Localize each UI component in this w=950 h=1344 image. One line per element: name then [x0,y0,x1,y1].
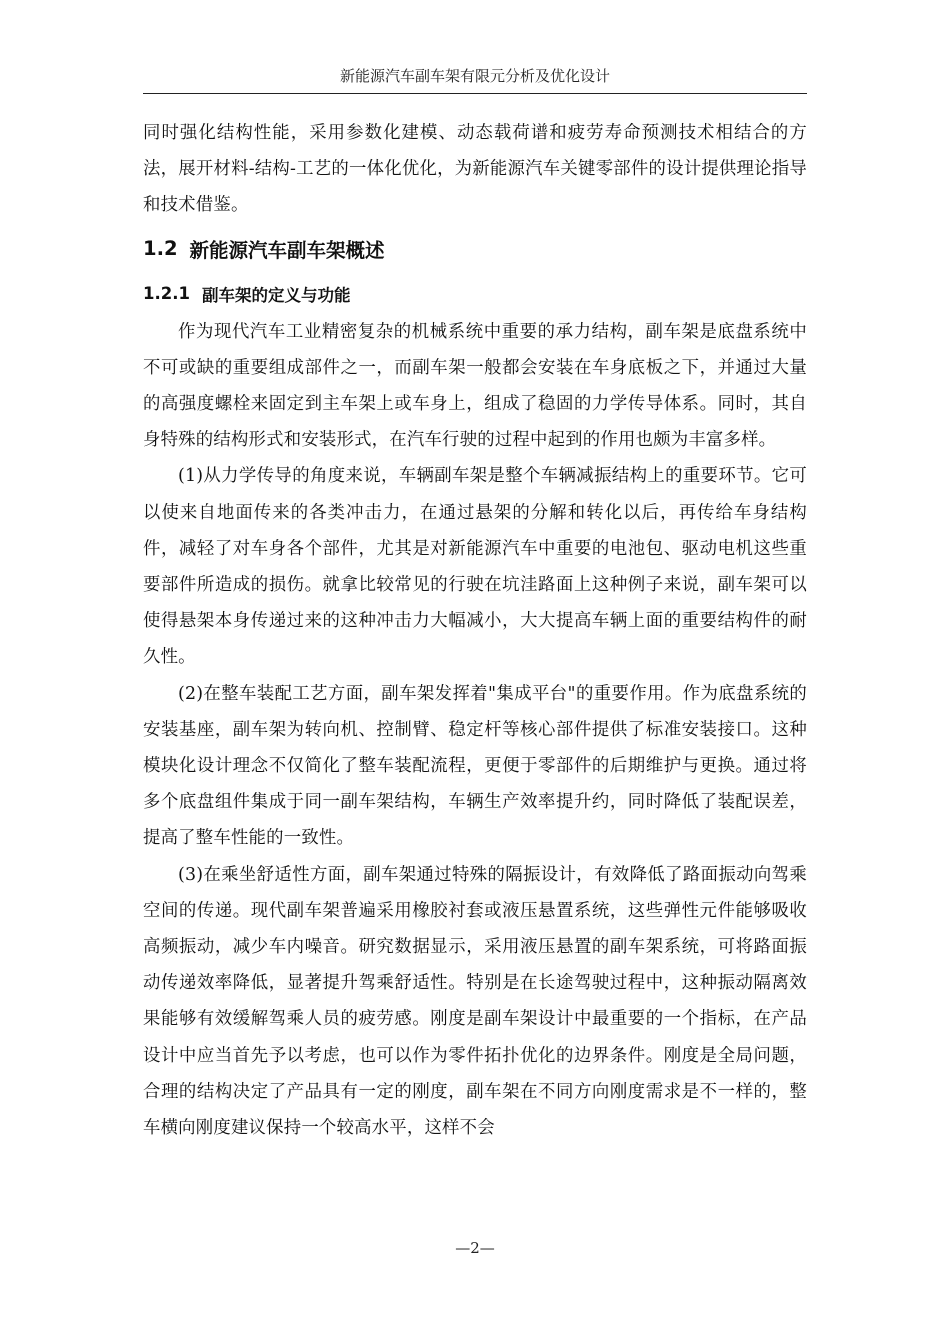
subsection-number: 1.2.1 [143,284,190,304]
body-paragraph: (1)从力学传导的角度来说，车辆副车架是整个车辆减振结构上的重要环节。它可以使来自地面传来的各类冲击力，在通过悬架的分解和转化以后，再传给车身结构件，减轻了对车身各个部件，尤其是对新能源汽车中重要的电池包、驱动电机这些重要部件所造成的损伤。就拿比较常见的行驶在坑洼路面上这种例子来说，副车架可以使得悬架本身传递过来的这种冲击力大幅减小，大大提高车辆上面的重要结构件的耐久性。 [143,466,807,668]
section-heading [143,224,807,274]
body-paragraph: 作为现代汽车工业精密复杂的机械系统中重要的承力结构，副车架是底盘系统中不可或缺的重要组成部件之一，而副车架一般都会安装在车身底板之下，并通过大量的高强度螺栓来固定到主车架上或车身上，组成了稳固的力学传导体系。同时，其自身特殊的结构形式和安装形式，在汽车行驶的过程中起到的作用也颇为丰富多样。 [143,321,807,451]
subsection-title: 副车架的定义与功能 [201,285,351,305]
section-title: 新能源汽车副车架概述 [189,238,385,262]
header-rule [143,93,807,94]
running-header: 新能源汽车副车架有限元分析及优化设计 [339,67,610,85]
page-number: —2— [455,1239,495,1257]
subsection-heading [143,274,807,314]
intro-paragraph: 同时强化结构性能，采用参数化建模、动态载荷谱和疲劳寿命预测技术相结合的方法，展开材料-结构-工艺的一体化优化，为新能源汽车关键零部件的设计提供理论指导和技术借鉴。 [143,123,807,216]
body-paragraph: (2)在整车装配工艺方面，副车架发挥着"集成平台"的重要作用。作为底盘系统的安装基座，副车架为转向机、控制臂、稳定杆等核心部件提供了标准安装接口。这种模块化设计理念不仅简化了整车装配流程，更便于零部件的后期维护与更换。通过将多个底盘组件集成于同一副车架结构，车辆生产效率提升约，同时降低了装配误差，提高了整车性能的一致性。 [143,683,807,849]
body-paragraph: (3)在乘坐舒适性方面，副车架通过特殊的隔振设计，有效降低了路面振动向驾乘空间的传递。现代副车架普遍采用橡胶衬套或液压悬置系统，这些弹性元件能够吸收高频振动，减少车内噪音。研究数据显示，采用液压悬置的副车架系统，可将路面振动传递效率降低，显著提升驾乘舒适性。特别是在长途驾驶过程中，这种振动隔离效果能够有效缓解驾乘人员的疲劳感。刚度是副车架设计中最重要的一个指标，在产品设计中应当首先予以考虑，也可以作为零件拓扑优化的边界条件。刚度是全局问题，合理的结构决定了产品具有一定的刚度，副车架在不同方向刚度需求是不一样的，整车横向刚度建议保持一个较高水平，这样不会 [143,864,807,1139]
section-number: 1.2 [143,237,178,261]
page-body [143,115,807,1146]
